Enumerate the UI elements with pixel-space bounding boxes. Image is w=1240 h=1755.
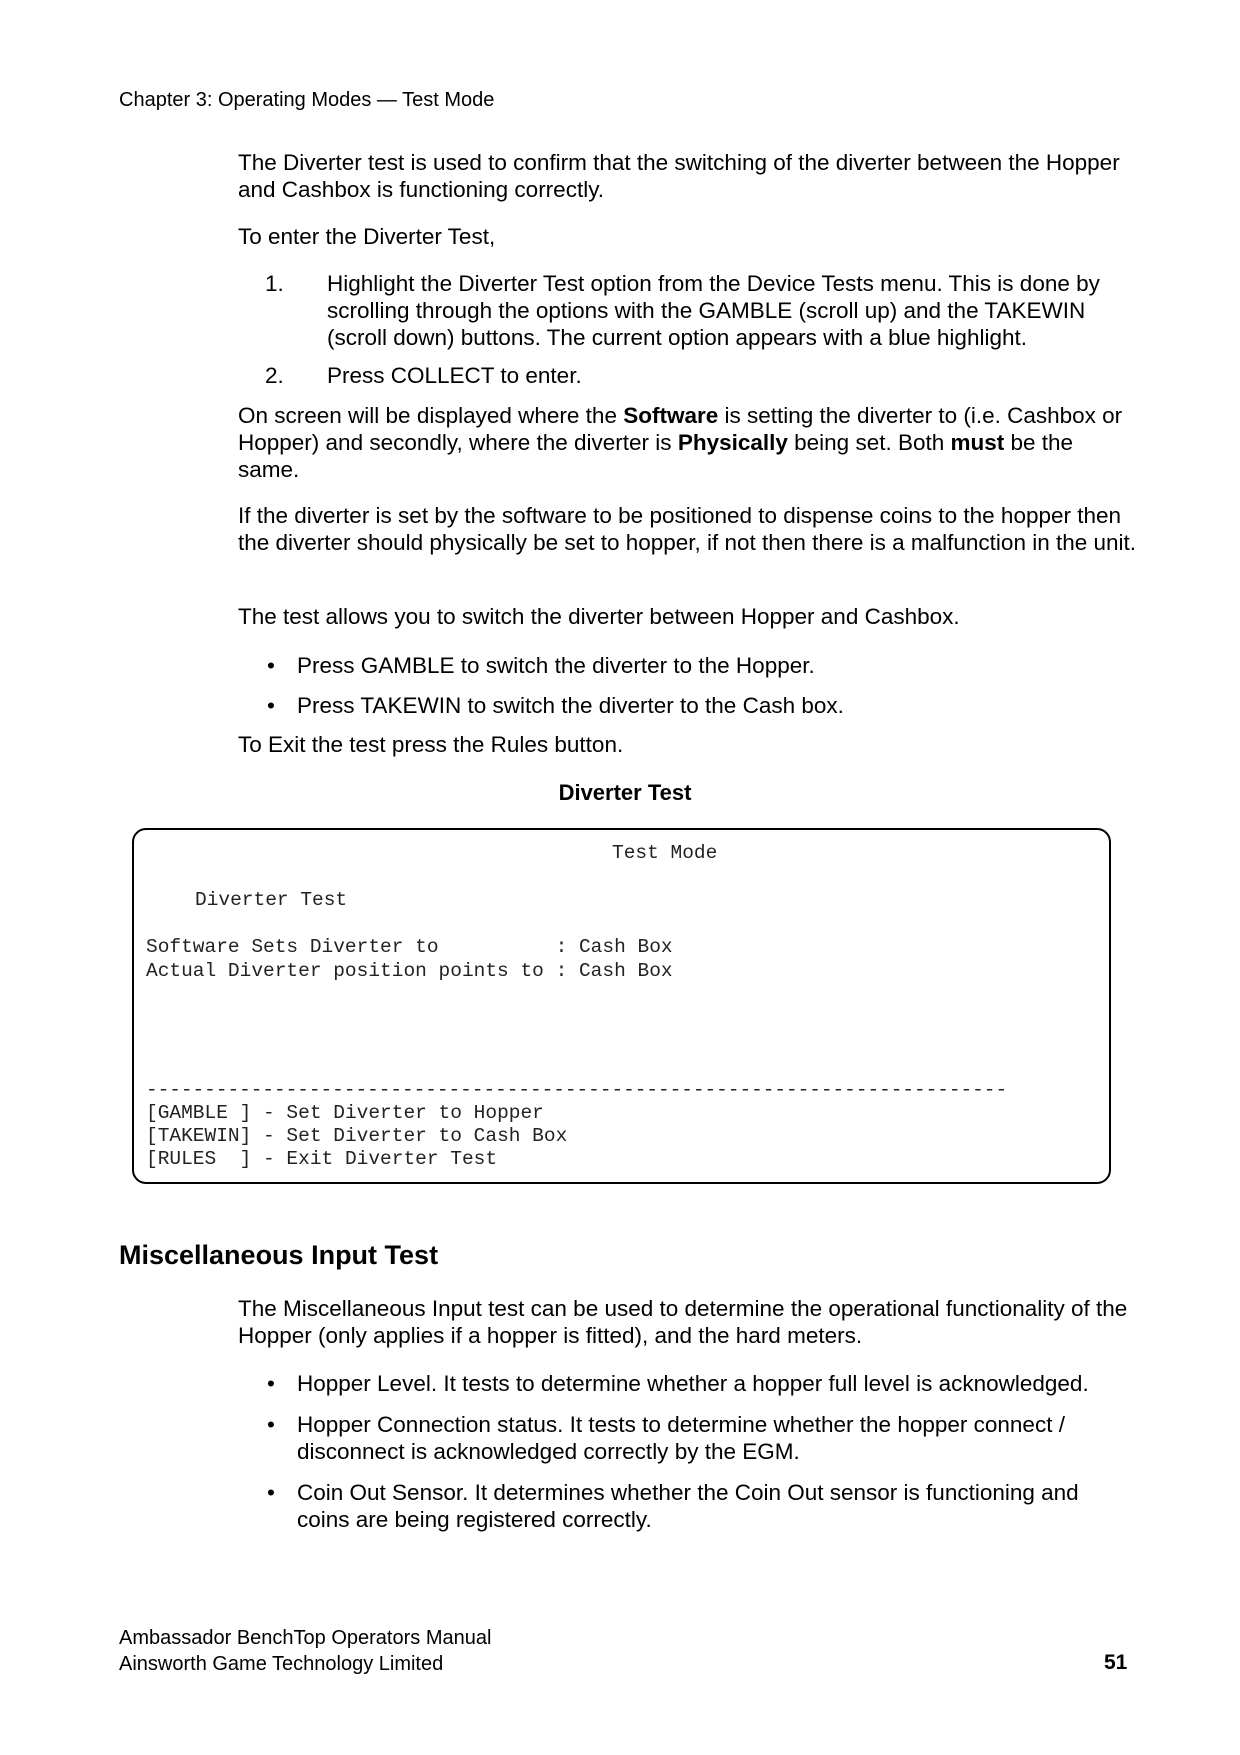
key-rules-row <box>146 1148 497 1171</box>
row-separator: : <box>555 960 579 982</box>
row-value: Cash Box <box>578 936 673 958</box>
software-physical-paragraph <box>238 402 1138 483</box>
bold-software: Software <box>623 403 719 428</box>
switch-paragraph: The test allows you to switch the diverter between Hopper and Cashbox. <box>238 604 960 629</box>
exit-paragraph: To Exit the test press the Rules button. <box>238 732 624 757</box>
screen-mode-title: Test Mode <box>612 842 718 864</box>
misc-intro-paragraph: The Miscellaneous Input test can be used to determine the operational functionality of the Hopper (only applies if a hopper is fitted), and the hard meters. <box>238 1296 1128 1348</box>
key-action: - Exit Diverter Test <box>251 1148 498 1170</box>
bullet-text: Hopper Connection status. It tests to determine whether the hopper connect / disconnect is acknowledged correctly by the EGM. <box>297 1412 1065 1464</box>
row-value: Cash Box <box>578 960 673 982</box>
bold-must: must <box>950 430 1005 455</box>
bullet-icon: • <box>267 653 275 678</box>
running-header: Chapter 3: Operating Modes — Test Mode <box>119 89 495 111</box>
step-text: Press COLLECT to enter. <box>327 363 582 388</box>
footer-manual-title: Ambassador BenchTop Operators Manual <box>119 1627 492 1649</box>
key-action: - Set Diverter to Hopper <box>251 1102 544 1124</box>
diverter-test-screen <box>132 828 1111 1184</box>
text-run: On screen will be displayed where the <box>238 403 624 428</box>
key-gamble-row <box>146 1102 544 1125</box>
screen-divider: -------------------------------------------------------------------------- <box>146 1079 1008 1101</box>
text-run: being set. Both <box>787 430 951 455</box>
bullet-text: Press TAKEWIN to switch the diverter to the Cash box. <box>297 693 844 718</box>
step-number: 1. <box>265 271 284 296</box>
page-number: 51 <box>1104 1651 1128 1674</box>
footer-company: Ainsworth Game Technology Limited <box>119 1653 444 1675</box>
key-takewin-row <box>146 1125 567 1148</box>
bullet-icon: • <box>267 1371 275 1396</box>
bold-physically: Physically <box>677 430 788 455</box>
key-action: - Set Diverter to Cash Box <box>251 1125 568 1147</box>
bullet-text: Coin Out Sensor. It determines whether the Coin Out sensor is functioning and coins are being registered correctly. <box>297 1480 1079 1532</box>
section-heading: Miscellaneous Input Test <box>119 1240 439 1270</box>
intro-paragraph: The Diverter test is used to confirm that the switching of the diverter between the Hopper and Cashbox is functioning correctly. <box>238 150 1120 202</box>
bullet-text: Hopper Level. It tests to determine whether a hopper full level is acknowledged. <box>297 1371 1089 1396</box>
row-separator: : <box>555 936 579 958</box>
enter-test-paragraph: To enter the Diverter Test, <box>238 224 496 249</box>
row-label: Software Sets Diverter to <box>146 936 556 958</box>
key-label: [TAKEWIN] <box>146 1125 252 1147</box>
actual-position-row <box>146 960 673 983</box>
step-number: 2. <box>265 363 284 388</box>
software-sets-row <box>146 936 673 959</box>
text-run: is setting the diverter to (i.e. Cashbox or Hopper) and secondly, where the diverter is <box>238 403 1123 455</box>
key-label: [RULES ] <box>146 1148 252 1170</box>
row-label: Actual Diverter position points to <box>146 960 556 982</box>
bullet-icon: • <box>267 1412 275 1437</box>
text-run: be the same. <box>238 430 1074 482</box>
bullet-icon: • <box>267 1480 275 1505</box>
bullet-text: Press GAMBLE to switch the diverter to the Hopper. <box>297 653 815 678</box>
screen-test-title: Diverter Test <box>195 889 348 911</box>
figure-caption: Diverter Test <box>558 780 692 805</box>
malfunction-paragraph: If the diverter is set by the software to be positioned to dispense coins to the hopper then the diverter should physically be set to hopper, if not then there is a malfunction in the unit. <box>238 503 1137 555</box>
bullet-icon: • <box>267 693 275 718</box>
key-label: [GAMBLE ] <box>146 1102 252 1124</box>
step-text: Highlight the Diverter Test option from the Device Tests menu. This is done by scrolling through the options with the GAMBLE (scroll up) and the TAKEWIN (scroll down) buttons. The current option appears with a blue highlight. <box>327 271 1100 350</box>
